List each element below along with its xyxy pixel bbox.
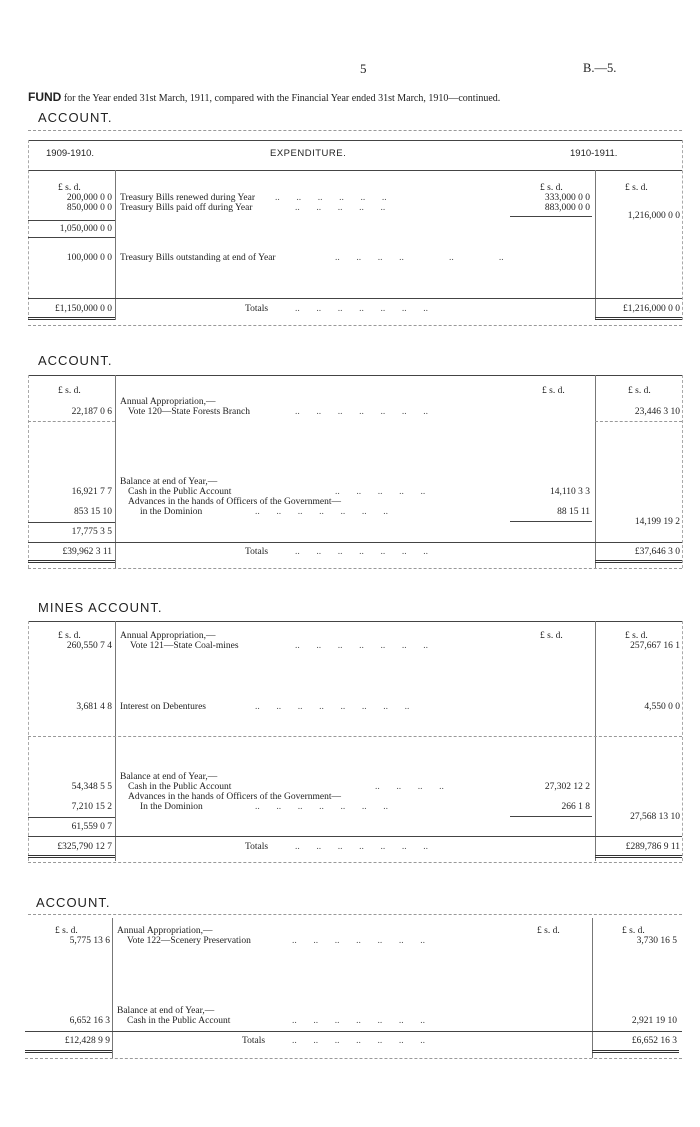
prev-amount: 6,652 16 3 [69,1016,110,1026]
prev-amount: 54,348 5 5 [71,782,112,792]
prev-subtotal: 1,050,000 0 0 [59,224,112,234]
units-label: £ s. d. [540,183,563,193]
row-label: Cash in the Public Account [127,1016,231,1026]
row-label: Treasury Bills paid off during Year [120,203,253,213]
fund-heading-bold: FUND [28,90,62,104]
prev-amount: 100,000 0 0 [66,253,112,263]
inner-amount: 266 1 8 [561,802,590,812]
total-amount: 4,550 0 0 [644,702,680,712]
row-label: in the Dominion [140,507,203,517]
section-title: ACCOUNT. [38,110,113,125]
units-label: £ s. d. [58,386,81,396]
prev-amount: 850,000 0 0 [66,203,112,213]
total-amount: 1,216,000 0 0 [627,211,680,221]
units-label: £ s. d. [625,631,648,641]
prev-subtotal: 17,775 3 5 [71,527,112,537]
row-label: Vote 121—State Coal-mines [130,641,239,651]
units-label: £ s. d. [537,926,560,936]
inner-amount: 883,000 0 0 [544,203,590,213]
prev-amount: 7,210 15 2 [71,802,112,812]
row-label: In the Dominion [140,802,203,812]
row-label: Cash in the Public Account [128,487,232,497]
prev-total: £1,150,000 0 0 [55,304,112,314]
row-label: Treasury Bills renewed during Year [120,193,256,203]
prev-amount: 200,000 0 0 [66,193,112,203]
units-label: £ s. d. [542,386,565,396]
inner-amount: 333,000 0 0 [544,193,590,203]
row-label: Treasury Bills outstanding at end of Year [120,253,276,263]
prev-amount: 260,550 7 4 [66,641,112,651]
totals-label: Totals [242,1036,266,1046]
units-label: £ s. d. [58,631,81,641]
row-label: Vote 120—State Forests Branch [128,407,250,417]
prev-amount: 3,681 4 8 [76,702,112,712]
units-label: £ s. d. [622,926,645,936]
fund-heading-text: for the Year ended 31st March, 1911, compared with the Financial Year ended 31st March, 1910—continued. [63,93,501,104]
current-total: £6,652 16 3 [631,1036,677,1046]
units-label: £ s. d. [55,926,78,936]
row-label: Cash in the Public Account [128,782,232,792]
row-label: Annual Appropriation,— [120,631,216,641]
inner-amount: 14,110 3 3 [549,487,590,497]
row-label: Balance at end of Year,— [117,1006,215,1016]
units-label: £ s. d. [625,183,648,193]
total-amount: 257,667 16 1 [630,641,680,651]
prev-total: £12,428 9 9 [64,1036,110,1046]
units-label: £ s. d. [628,386,651,396]
section-title: ACCOUNT. [36,895,111,910]
col-header-prev-year: 1909-1910. [46,148,95,159]
total-amount: 27,568 13 10 [630,812,680,822]
row-label: Interest on Debentures [120,702,206,712]
document-reference: B.—5. [583,61,617,75]
row-label: Annual Appropriation,— [120,397,216,407]
prev-amount: 5,775 13 6 [69,936,110,946]
prev-total: £39,962 3 11 [62,547,112,557]
inner-amount: 27,302 12 2 [544,782,590,792]
units-label: £ s. d. [540,631,563,641]
total-amount: 2,921 19 10 [631,1016,677,1026]
prev-amount: 22,187 0 6 [71,407,112,417]
inner-amount: 88 15 11 [557,507,590,517]
row-label: Balance at end of Year,— [120,772,218,782]
current-total: £37,646 3 0 [634,547,680,557]
section-title: MINES ACCOUNT. [38,600,163,615]
total-amount: 14,199 19 2 [634,517,680,527]
row-label: Annual Appropriation,— [117,926,213,936]
prev-amount: 853 15 10 [74,507,112,517]
prev-amount: 16,921 7 7 [71,487,112,497]
prev-total: £325,790 12 7 [57,842,112,852]
totals-label: Totals [245,842,269,852]
current-total: £289,786 9 11 [625,842,680,852]
totals-label: Totals [245,547,269,557]
col-header-current-year: 1910-1911. [570,148,618,159]
units-label: £ s. d. [58,183,81,193]
row-label: Vote 122—Scenery Preservation [127,936,251,946]
row-label: Advances in the hands of Officers of the Government— [128,497,341,507]
current-total: £1,216,000 0 0 [623,304,680,314]
total-amount: 23,446 3 10 [634,407,680,417]
totals-label: Totals [245,304,269,314]
col-header-expenditure: EXPENDITURE. [270,148,347,159]
prev-subtotal: 61,559 0 7 [71,822,112,832]
row-label: Balance at end of Year,— [120,477,218,487]
fund-heading [28,90,500,104]
section-title: ACCOUNT. [38,353,113,368]
total-amount: 3,730 16 5 [636,936,677,946]
page-number: 5 [360,61,367,76]
row-label: Advances in the hands of Officers of the Government— [128,792,341,802]
